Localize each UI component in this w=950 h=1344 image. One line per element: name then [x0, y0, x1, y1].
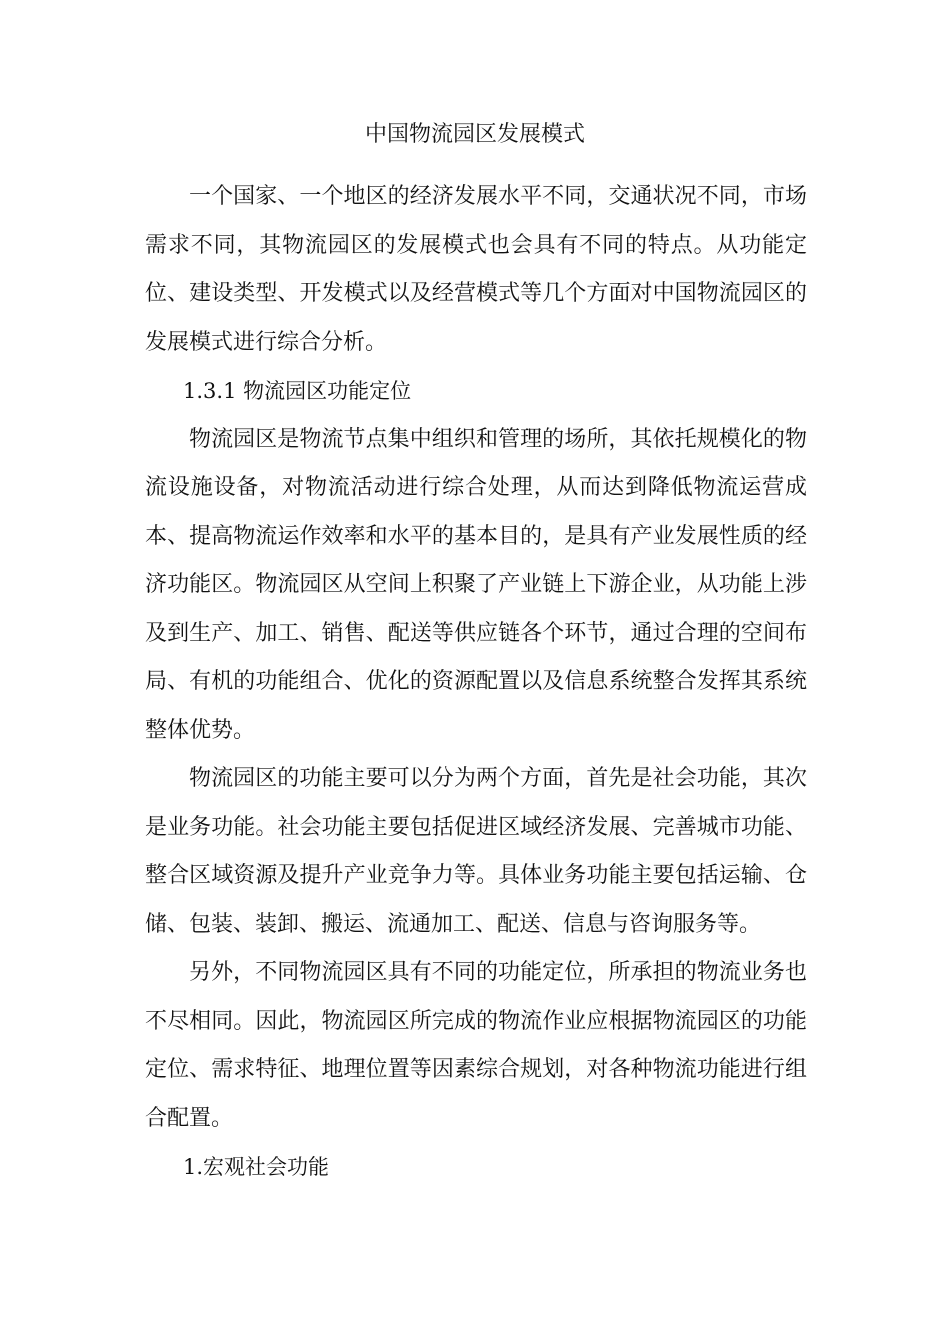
- document-title: 中国物流园区发展模式: [364, 122, 585, 147]
- body-paragraph: 物流园区是物流节点集中组织和管理的场所，其依托规模化的物流设施设备，对物流活动进行综合处理，从而达到降低物流运营成本、提高物流运作效率和水平的基本目的，是具有产业发展性质的经济功能区。物流园区从空间上积聚了产业链上下游企业，从功能上涉及到生产、加工、销售、配送等供应链各个环节，通过合理的空间布局、有机的功能组合、优化的资源配置以及信息系统整合发挥其系统整体优势。: [145, 426, 807, 743]
- document-body: [145, 173, 807, 1192]
- section-heading-1-3-1: 1.3.1 物流园区功能定位: [183, 379, 412, 403]
- body-paragraph: 另外，不同物流园区具有不同的功能定位，所承担的物流业务也不尽相同。因此，物流园区所完成的物流作业应根据物流园区的功能定位、需求特征、地理位置等因素综合规划，对各种物流功能进行组合配置。: [145, 960, 807, 1131]
- body-paragraph: 物流园区的功能主要可以分为两个方面，首先是社会功能，其次是业务功能。社会功能主要包括促进区域经济发展、完善城市功能、整合区域资源及提升产业竞争力等。具体业务功能主要包括运输、仓储、包装、装卸、搬运、流通加工、配送、信息与咨询服务等。: [145, 766, 807, 937]
- subsection-heading-1: 1.宏观社会功能: [183, 1155, 330, 1179]
- intro-paragraph: 一个国家、一个地区的经济发展水平不同，交通状况不同，市场需求不同，其物流园区的发展模式也会具有不同的特点。从功能定位、建设类型、开发模式以及经营模式等几个方面对中国物流园区的发展模式进行综合分析。: [145, 184, 807, 355]
